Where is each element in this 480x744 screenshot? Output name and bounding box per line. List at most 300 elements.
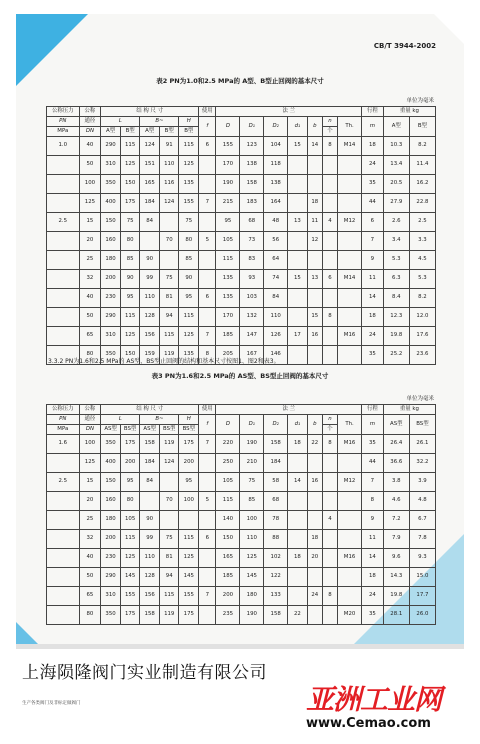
table2-cell: 115 bbox=[159, 327, 179, 346]
table2-row bbox=[47, 232, 436, 251]
table2-cell: 35 bbox=[362, 175, 384, 194]
table2-cell: 95 bbox=[120, 289, 140, 308]
table3-header-d1: d₁ bbox=[288, 415, 308, 435]
table2-cell: 6 bbox=[199, 137, 216, 156]
table2-cell bbox=[288, 289, 308, 308]
table3-cell bbox=[199, 473, 216, 492]
table3-cell: 20 bbox=[307, 549, 322, 568]
table3-cell: 8 bbox=[322, 587, 337, 606]
table3-cell: 3.8 bbox=[383, 473, 409, 492]
table2-cell: 14 bbox=[307, 137, 322, 156]
table3-cell: 90 bbox=[140, 511, 160, 530]
table2-header-dn-label: 通径 bbox=[79, 117, 101, 127]
table2-cell: 156 bbox=[140, 327, 160, 346]
table2-cell: 104 bbox=[264, 137, 288, 156]
table3-header-n-unit: 个 bbox=[322, 425, 337, 435]
table3-cell bbox=[140, 492, 160, 511]
table3-cell bbox=[47, 492, 80, 511]
table2-header-H-b: B型 bbox=[179, 127, 199, 137]
table2-cell bbox=[288, 232, 308, 251]
table3-header-weight-a: AS型 bbox=[383, 415, 409, 435]
table2-cell bbox=[199, 175, 216, 194]
table2-header-bolt: 使用 bbox=[199, 107, 216, 117]
table3-cell: 125 bbox=[179, 549, 199, 568]
table2-header-n-unit: 个 bbox=[322, 127, 337, 137]
table2-header-n: n bbox=[322, 117, 337, 127]
table2-cell: 158 bbox=[240, 175, 264, 194]
table3-cell: 9.3 bbox=[409, 549, 435, 568]
table2-cell: 310 bbox=[101, 327, 121, 346]
table3-cell: 35 bbox=[362, 435, 384, 454]
table2 bbox=[46, 106, 436, 365]
table2-cell: 2.5 bbox=[47, 213, 80, 232]
table3-cell: 100 bbox=[179, 492, 199, 511]
table2-cell: 2.6 bbox=[383, 213, 409, 232]
table3-cell: 102 bbox=[264, 549, 288, 568]
table2-cell: 310 bbox=[101, 156, 121, 175]
table3-cell bbox=[47, 549, 80, 568]
table2-cell: 48 bbox=[264, 213, 288, 232]
table3-cell: 158 bbox=[140, 606, 160, 625]
table2-cell: 11 bbox=[362, 270, 384, 289]
table3-cell: 105 bbox=[120, 511, 140, 530]
table2-header-pressure: 公称压力 bbox=[47, 107, 80, 117]
table2-header-weight: 重量 kg bbox=[383, 107, 435, 117]
table3-cell: 180 bbox=[101, 511, 121, 530]
table3-cell: 158 bbox=[264, 435, 288, 454]
table2-cell: 80 bbox=[120, 232, 140, 251]
table2-cell: 135 bbox=[216, 289, 240, 308]
table2-cell bbox=[322, 251, 337, 270]
table3-cell: 81 bbox=[159, 549, 179, 568]
table3-cell: 160 bbox=[101, 492, 121, 511]
table2-cell bbox=[288, 251, 308, 270]
table3-header-weight-b: BS型 bbox=[409, 415, 435, 435]
table2-cell: 24 bbox=[362, 327, 384, 346]
table3-cell: 18 bbox=[288, 549, 308, 568]
table3-header-L: L bbox=[101, 415, 140, 425]
table2-cell bbox=[307, 289, 322, 308]
table2-cell: 115 bbox=[179, 137, 199, 156]
table2-cell: 170 bbox=[216, 156, 240, 175]
table2-cell: 7 bbox=[199, 327, 216, 346]
table2-cell: 115 bbox=[216, 251, 240, 270]
table2-cell: 7 bbox=[199, 194, 216, 213]
table2-cell: 290 bbox=[101, 137, 121, 156]
table2-cell bbox=[199, 156, 216, 175]
table2-cell: 32 bbox=[79, 270, 101, 289]
table2-cell: M16 bbox=[338, 327, 362, 346]
table2-cell: 147 bbox=[240, 327, 264, 346]
table3-cell: 145 bbox=[120, 568, 140, 587]
table3-cell: 230 bbox=[101, 549, 121, 568]
table3-cell: 7 bbox=[362, 473, 384, 492]
table3-cell: 150 bbox=[216, 530, 240, 549]
table3-header-f: f bbox=[199, 415, 216, 435]
table3-cell bbox=[179, 511, 199, 530]
table2-cell: 200 bbox=[101, 270, 121, 289]
table3-cell: 14.3 bbox=[383, 568, 409, 587]
table3-cell: 75 bbox=[240, 473, 264, 492]
table3-cell: 210 bbox=[240, 454, 264, 473]
table2-cell: 350 bbox=[101, 175, 121, 194]
table3-header-D: D bbox=[216, 415, 240, 435]
company-tagline: 生产各类阀门及非标定做阀门 bbox=[22, 701, 81, 706]
table2-cell: 13.4 bbox=[383, 156, 409, 175]
table3-cell: 68 bbox=[264, 492, 288, 511]
table2-cell: 4 bbox=[322, 213, 337, 232]
table2-cell bbox=[47, 251, 80, 270]
table2-cell: 40 bbox=[79, 289, 101, 308]
table3-cell: 165 bbox=[216, 549, 240, 568]
table3-cell: 80 bbox=[79, 606, 101, 625]
table2-header-dn: DN bbox=[79, 127, 101, 137]
table2-cell: 19.8 bbox=[383, 327, 409, 346]
table2-cell bbox=[288, 175, 308, 194]
table3-cell: 140 bbox=[216, 511, 240, 530]
table2-cell: 105 bbox=[216, 232, 240, 251]
table2-cell: 124 bbox=[159, 194, 179, 213]
table2-cell: 90 bbox=[140, 251, 160, 270]
table2-cell: 12.0 bbox=[409, 308, 435, 327]
table3-cell bbox=[288, 511, 308, 530]
table2-cell: 7 bbox=[362, 232, 384, 251]
table3-header-B-b: BS型 bbox=[159, 425, 179, 435]
table3-cell: 75 bbox=[159, 530, 179, 549]
table3-cell bbox=[338, 492, 362, 511]
table2-cell: 27.9 bbox=[383, 194, 409, 213]
table3-cell: 200 bbox=[120, 454, 140, 473]
table2-cell bbox=[47, 327, 80, 346]
table2-cell: 155 bbox=[179, 194, 199, 213]
table3-cell: 145 bbox=[179, 568, 199, 587]
table2-cell: 3.3 bbox=[409, 232, 435, 251]
table3-cell: 158 bbox=[140, 435, 160, 454]
table2-cell: 8.2 bbox=[409, 289, 435, 308]
table2-cell: 15 bbox=[288, 270, 308, 289]
table2-cell: 205 bbox=[216, 346, 240, 365]
table3-cell: 115 bbox=[159, 587, 179, 606]
table3-cell: 119 bbox=[159, 435, 179, 454]
table2-cell bbox=[47, 194, 80, 213]
table2-cell bbox=[322, 194, 337, 213]
table3-cell: 88 bbox=[264, 530, 288, 549]
table2-cell: 230 bbox=[101, 289, 121, 308]
table3-cell: 32 bbox=[79, 530, 101, 549]
table3-cell bbox=[307, 606, 322, 625]
table2-cell: 35 bbox=[362, 346, 384, 365]
table3-cell: 125 bbox=[240, 549, 264, 568]
table2-cell: 90 bbox=[179, 270, 199, 289]
table3-cell: 155 bbox=[120, 587, 140, 606]
table3-header-H-b: BS型 bbox=[179, 425, 199, 435]
table2-cell: 150 bbox=[101, 213, 121, 232]
table3-row bbox=[47, 606, 436, 625]
table2-cell: 6 bbox=[362, 213, 384, 232]
table3-cell: 2.5 bbox=[47, 473, 80, 492]
table2-cell: 150 bbox=[120, 175, 140, 194]
table3-cell: 65 bbox=[79, 587, 101, 606]
table3-unit: 单位为毫米 bbox=[406, 396, 434, 402]
table2-cell: 128 bbox=[140, 308, 160, 327]
table2-cell: 190 bbox=[216, 175, 240, 194]
table3-cell: 18 bbox=[307, 530, 322, 549]
table3-cell: 175 bbox=[179, 435, 199, 454]
table3-cell: 184 bbox=[264, 454, 288, 473]
table2-cell: 6 bbox=[322, 270, 337, 289]
table3-cell: 11 bbox=[362, 530, 384, 549]
table2-cell: 20 bbox=[79, 232, 101, 251]
table2-row bbox=[47, 213, 436, 232]
table3-cell bbox=[47, 568, 80, 587]
table2-header-structure: 结 构 尺 寸 bbox=[101, 107, 199, 117]
table3-cell: 3.9 bbox=[409, 473, 435, 492]
table3-cell bbox=[47, 511, 80, 530]
table2-header-th: Th. bbox=[338, 117, 362, 137]
table2-header-B-b: B型 bbox=[159, 127, 179, 137]
table2-cell: 400 bbox=[101, 194, 121, 213]
table2-cell bbox=[338, 308, 362, 327]
table3-cell: 94 bbox=[159, 568, 179, 587]
table2-cell: 11.4 bbox=[409, 156, 435, 175]
table2-cell bbox=[322, 327, 337, 346]
table2-cell bbox=[307, 156, 322, 175]
table2-cell bbox=[159, 213, 179, 232]
table2-cell: 64 bbox=[264, 251, 288, 270]
table2-header-stroke: 行程 bbox=[362, 107, 384, 117]
table2-cell: 115 bbox=[120, 308, 140, 327]
table2-cell: 125 bbox=[179, 156, 199, 175]
table2-cell: 123 bbox=[240, 137, 264, 156]
table2-cell: 85 bbox=[120, 251, 140, 270]
table3-row bbox=[47, 530, 436, 549]
table2-cell: 17 bbox=[288, 327, 308, 346]
table3-cell: 175 bbox=[120, 606, 140, 625]
table2-cell bbox=[199, 308, 216, 327]
table2-cell: 83 bbox=[240, 251, 264, 270]
table2-cell bbox=[140, 232, 160, 251]
table2-cell bbox=[47, 232, 80, 251]
table3-cell: 250 bbox=[216, 454, 240, 473]
table3-cell: 184 bbox=[140, 454, 160, 473]
clause-3-3-2: 3.3.2 PN为1.6和2.5 MPa的 AS型、BS型止回阀的结构和基本尺寸按图1、图2和表3。 bbox=[48, 358, 280, 365]
table2-header-weight-b: B型 bbox=[409, 117, 435, 137]
table2-row bbox=[47, 251, 436, 270]
table3-cell: 24 bbox=[307, 587, 322, 606]
company-name: 上海陨隆阀门实业制造有限公司 bbox=[22, 663, 267, 683]
table2-cell bbox=[47, 156, 80, 175]
table3-header-dn: DN bbox=[79, 425, 101, 435]
table2-cell bbox=[338, 251, 362, 270]
table2-cell: 3.4 bbox=[383, 232, 409, 251]
table3-cell: 78 bbox=[264, 511, 288, 530]
table3-cell: 200 bbox=[216, 587, 240, 606]
table3-cell bbox=[288, 492, 308, 511]
table2-header-B: B~ bbox=[140, 117, 179, 127]
table2-header-D2: D₂ bbox=[264, 117, 288, 137]
table2-cell: 5.3 bbox=[409, 270, 435, 289]
table2-cell: 13 bbox=[288, 213, 308, 232]
table2-cell bbox=[307, 346, 322, 365]
table3-cell: 99 bbox=[140, 530, 160, 549]
table3-row bbox=[47, 587, 436, 606]
table2-cell bbox=[338, 232, 362, 251]
table2-cell: 15 bbox=[288, 137, 308, 156]
table2-cell: 95 bbox=[179, 289, 199, 308]
table2-cell bbox=[338, 156, 362, 175]
table3-cell: 310 bbox=[101, 587, 121, 606]
table2-cell: 24 bbox=[362, 156, 384, 175]
table3-header-pressure: 公称压力 bbox=[47, 405, 80, 415]
table2-cell: 18 bbox=[362, 137, 384, 156]
table3-cell: 235 bbox=[216, 606, 240, 625]
table2-cell: 5.3 bbox=[383, 251, 409, 270]
table3-cell: 15.0 bbox=[409, 568, 435, 587]
table2-cell: 23.6 bbox=[409, 346, 435, 365]
table3-header-H: H bbox=[179, 415, 199, 425]
table3-cell: 58 bbox=[264, 473, 288, 492]
table3-cell: 190 bbox=[240, 435, 264, 454]
table3-header-nominal: 公称 bbox=[79, 405, 101, 415]
table3-cell: 4 bbox=[322, 511, 337, 530]
table3-cell: 110 bbox=[240, 530, 264, 549]
table3-cell bbox=[199, 454, 216, 473]
table2-cell: 44 bbox=[362, 194, 384, 213]
table2-cell: 8 bbox=[322, 308, 337, 327]
table3-cell: 9.6 bbox=[383, 549, 409, 568]
table2-header-weight-a: A型 bbox=[383, 117, 409, 137]
table2-cell: 12 bbox=[307, 232, 322, 251]
table3-cell: 20 bbox=[79, 492, 101, 511]
table2-cell: 115 bbox=[179, 308, 199, 327]
table3-cell: 124 bbox=[159, 454, 179, 473]
table3-cell: 6.7 bbox=[409, 511, 435, 530]
table2-cell: 8 bbox=[322, 137, 337, 156]
table2-cell: 180 bbox=[101, 251, 121, 270]
table3-cell: 6 bbox=[199, 530, 216, 549]
table3-cell bbox=[307, 568, 322, 587]
table3-cell bbox=[199, 511, 216, 530]
table3-cell: 26.4 bbox=[383, 435, 409, 454]
table2-cell: 164 bbox=[264, 194, 288, 213]
table3-cell bbox=[307, 454, 322, 473]
watermark-url: www.Cemao.com bbox=[306, 716, 431, 731]
table3-cell: 26.1 bbox=[409, 435, 435, 454]
table2-header-D1: D₁ bbox=[240, 117, 264, 137]
table3-cell bbox=[322, 606, 337, 625]
table2-cell: 146 bbox=[264, 346, 288, 365]
table2-cell: 16 bbox=[307, 327, 322, 346]
table2-header-L: L bbox=[101, 117, 140, 127]
table3-cell bbox=[47, 587, 80, 606]
table2-cell: 68 bbox=[240, 213, 264, 232]
table2-cell bbox=[159, 251, 179, 270]
table2-cell: 91 bbox=[159, 137, 179, 156]
table3-header-B-a: AS型 bbox=[140, 425, 160, 435]
table2-cell bbox=[288, 156, 308, 175]
table2-header-L-b: B型 bbox=[120, 127, 140, 137]
table2-cell: 15 bbox=[307, 308, 322, 327]
table3-cell: 7.2 bbox=[383, 511, 409, 530]
table3-header-D2: D₂ bbox=[264, 415, 288, 435]
table3-cell: 180 bbox=[240, 587, 264, 606]
table3-cell: 100 bbox=[240, 511, 264, 530]
table2-cell: 4.5 bbox=[409, 251, 435, 270]
table3-cell bbox=[199, 549, 216, 568]
table2-cell bbox=[199, 213, 216, 232]
table2-cell bbox=[322, 346, 337, 365]
table2-cell: 50 bbox=[79, 308, 101, 327]
table3-cell: 35 bbox=[362, 606, 384, 625]
table3-cell: 50 bbox=[79, 568, 101, 587]
table2-cell: 175 bbox=[120, 194, 140, 213]
table2-header-pn: PN bbox=[47, 117, 80, 127]
table2-header-f: f bbox=[199, 117, 216, 137]
table2-cell: M12 bbox=[338, 213, 362, 232]
table3-header-weight: 重量 kg bbox=[383, 405, 435, 415]
table3-cell bbox=[307, 511, 322, 530]
table2-cell bbox=[199, 270, 216, 289]
table2-cell: 90 bbox=[120, 270, 140, 289]
table3-cell: 32.2 bbox=[409, 454, 435, 473]
table2-cell bbox=[307, 175, 322, 194]
table3-cell: 26.0 bbox=[409, 606, 435, 625]
table3-cell: 100 bbox=[79, 435, 101, 454]
table2-cell: 159 bbox=[140, 346, 160, 365]
table3-row bbox=[47, 473, 436, 492]
table2-cell: 184 bbox=[140, 194, 160, 213]
table3-cell bbox=[322, 549, 337, 568]
table2-header-B-a: A型 bbox=[140, 127, 160, 137]
table2-cell: 8.2 bbox=[409, 137, 435, 156]
table2-cell: 100 bbox=[79, 175, 101, 194]
table3-header-n: n bbox=[322, 415, 337, 425]
table3-cell: 80 bbox=[120, 492, 140, 511]
table2-cell: 167 bbox=[240, 346, 264, 365]
table2-cell: 81 bbox=[159, 289, 179, 308]
table2-cell: 17.6 bbox=[409, 327, 435, 346]
table3-cell: 5 bbox=[199, 492, 216, 511]
table3-cell: 9 bbox=[362, 511, 384, 530]
table2-cell: 15 bbox=[79, 213, 101, 232]
table2-row bbox=[47, 270, 436, 289]
table2-cell: 84 bbox=[264, 289, 288, 308]
table3-cell bbox=[47, 530, 80, 549]
table3-cell: 28.1 bbox=[383, 606, 409, 625]
table3-header-m: m bbox=[362, 415, 384, 435]
table3-cell: 175 bbox=[120, 435, 140, 454]
table2-unit: 单位为毫米 bbox=[406, 98, 434, 104]
table3-cell: 18 bbox=[288, 435, 308, 454]
table3-cell bbox=[338, 511, 362, 530]
table2-header-m: m bbox=[362, 117, 384, 137]
table3-cell bbox=[322, 454, 337, 473]
table3-cell: 145 bbox=[240, 568, 264, 587]
table3-cell: M12 bbox=[338, 473, 362, 492]
table3-cell bbox=[322, 568, 337, 587]
table2-cell: 8 bbox=[199, 346, 216, 365]
table3-header-D1: D₁ bbox=[240, 415, 264, 435]
table3-cell: 8 bbox=[322, 435, 337, 454]
table2-cell: 110 bbox=[159, 156, 179, 175]
table2-cell bbox=[338, 346, 362, 365]
table3-cell bbox=[307, 492, 322, 511]
table2-row bbox=[47, 194, 436, 213]
table2-cell bbox=[307, 251, 322, 270]
table2-cell: 5 bbox=[199, 232, 216, 251]
table2-header-flange: 法 兰 bbox=[216, 107, 362, 117]
table2-header-L-a: A型 bbox=[101, 127, 121, 137]
